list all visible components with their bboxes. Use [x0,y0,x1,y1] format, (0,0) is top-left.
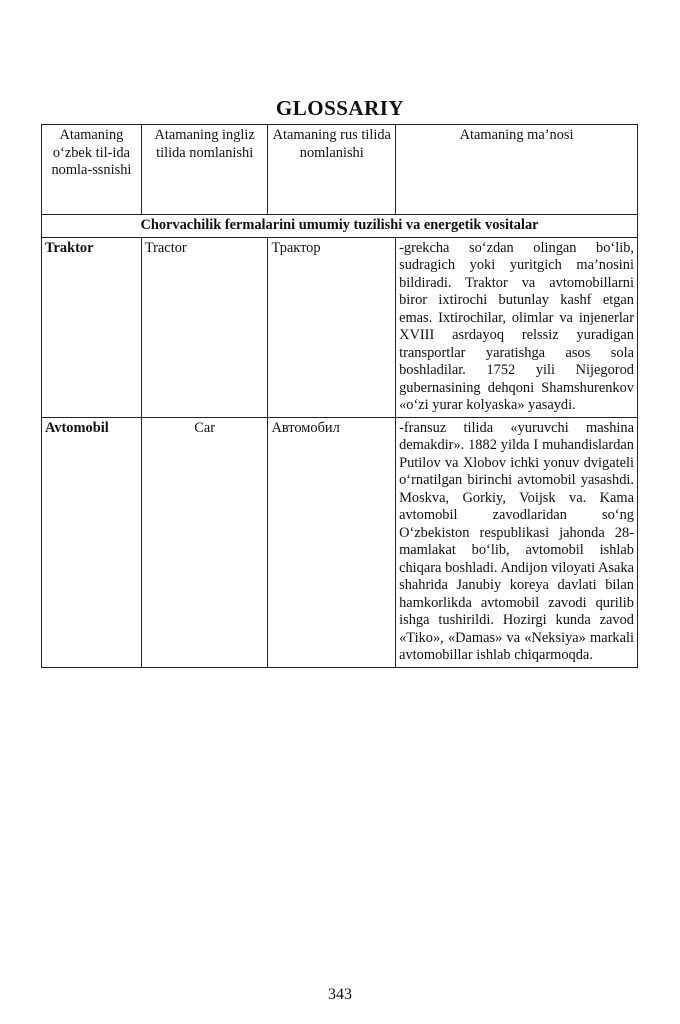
header-english: Atamaning ingliz tilida nomlanishi [141,125,268,215]
term-english: Car [141,417,268,667]
section-row [42,215,638,238]
term-uzbek: Avtomobil [42,417,142,667]
table-row [42,417,638,667]
term-meaning: -grekcha so‘zdan olingan bo‘lib, sudragich yoki yuritgich ma’nosini bildiradi. Traktor va avtomobillarni biror ixtirochi butunlay kashf etgan emas. Ixtirochilar, olimlar va injenerlar XVIII asrdayoq relssiz yuradigan transportlar yaratishga asos sola boshladilar. 1752 yili Nijegorod gubernasining dehqoni Shamshurenkov «o‘zi yurar kolyaska» yasaydi. [396,237,638,417]
table-header-row [42,125,638,215]
term-meaning: -fransuz tilida «yuruvchi mashina demakdir». 1882 yilda I muhandislardan Putilov va Xlobov ichki yonuv dvigateli o‘rnatilgan birinchi avtomobil yasashdi. Moskva, Gorkiy, Voijsk va. Kama avtomobil zavodlaridan so‘ng O‘zbekiston respublikasi jahonda 28- mamlakat bo‘lib, avtomobil ishlab chiqara boshladi. Andijon viloyati Asaka shahrida Janubiy koreya davlati bilan hamkorlikda avtomobil zavodi qurilib ishga tushirildi. Hozirgi kunda zavod «Tiko», «Damas» va «Neksiya» markali avtomobillar ishlab chiqarmoqda. [396,417,638,667]
header-meaning: Atamaning ma’nosi [396,125,638,215]
page-title: GLOSSARIY [275,96,405,120]
term-uzbek: Traktor [42,237,142,417]
header-uzbek: Atamaning o‘zbek til-ida nomla-ssnishi [42,125,142,215]
term-russian: Трактор [268,237,396,417]
glossary-table [41,124,638,668]
term-russian: Автомобил [268,417,396,667]
header-russian: Atamaning rus tilida nomlanishi [268,125,396,215]
table-row [42,237,638,417]
term-english: Tractor [141,237,268,417]
page-number: 343 [328,986,352,1003]
section-heading: Chorvachilik fermalarini umumiy tuzilishi va energetik vositalar [42,215,638,238]
